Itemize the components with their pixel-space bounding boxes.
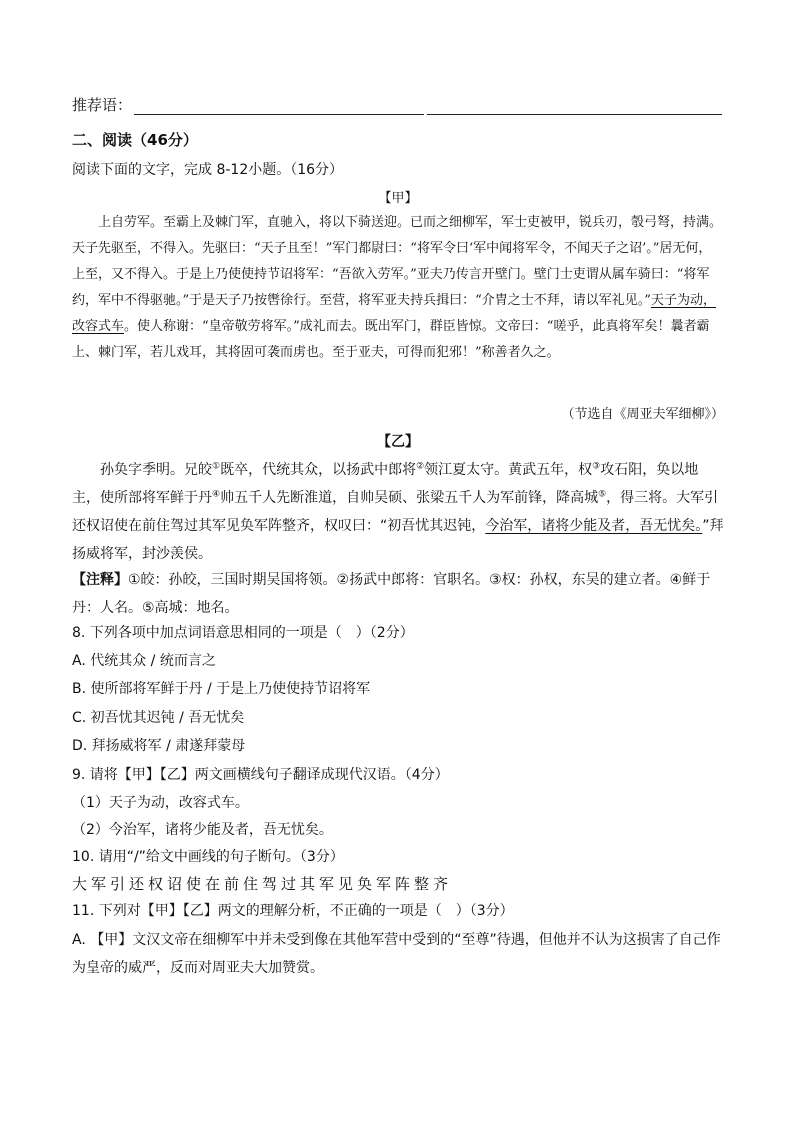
- q10-stem: 10. 请用“/”给文中画线的句子断句。（3分）: [72, 849, 344, 865]
- q8-stem: 8. 下列各项中加点词语意思相同的一项是（ ）（2分）: [72, 625, 414, 641]
- q11-stem: 11. 下列对【甲】【乙】两文的理解分析，不正确的一项是（ ）（3分）: [72, 903, 514, 919]
- q8-option-a: A. 代统其众 / 统而言之: [72, 653, 216, 669]
- passage-jia-heading: 【甲】: [378, 191, 418, 206]
- section-title: 二、阅读（46分）: [72, 131, 198, 149]
- answer-blank-line-1: [134, 114, 424, 115]
- note-marker-4: ④: [212, 489, 221, 500]
- note-marker-5: ⑤: [598, 489, 607, 500]
- passage-jia-source: （节选自《周亚夫军细柳》）: [561, 407, 724, 422]
- notes-label: 【注释】: [72, 572, 128, 588]
- passage-jia-underlined-sentence: 天子为动，改容式车: [72, 293, 716, 334]
- q9-stem: 9. 请将【甲】【乙】两文画横线句子翻译成现代汉语。（4分）: [72, 767, 449, 783]
- passage-yi-text: 孙奂字季明。兄皎①既卒，代统其众，以扬武中郎将②领江夏太守。黄武五年，权③攻石阳，奂以地主，使所部将军鲜于丹④帅五千人先断淮道，自帅吴硕、张梁五千人为军前锋，降高城⑤，得三将。大军引还权诏使在前住驾过其军见奂军阵整齐，权叹曰：“初吾忧其迟钝，今治军，诸将少能及者，吾无忧矣。”拜扬威将军，封沙羡侯。: [72, 461, 724, 562]
- instruction: 阅读下面的文字，完成 8-12小题。（16分）: [72, 162, 344, 178]
- note-marker-3: ③: [592, 461, 601, 472]
- q8-option-b: B. 使所部将军鲜于丹 / 于是上乃使使持节诏将军: [72, 681, 371, 697]
- note-marker-1: ①: [212, 461, 221, 472]
- passage-yi-heading: 【乙】: [377, 434, 419, 450]
- q10-sentence: 大军引还权诏使在前住驾过其军见奂军阵整齐: [72, 875, 453, 893]
- q8-option-c: C. 初吾忧其迟钝 / 吾无忧矣: [72, 710, 245, 726]
- q11-option-a: A. 【甲】文汉文帝在细柳军中并未受到像在其他军营中受到的“至尊”待遇，但他并不认为这损害了自己作为皇帝的威严，反而对周亚夫大加赞赏。: [72, 932, 721, 976]
- q9-sentence-1: （1）天子为动，改容式车。: [72, 795, 249, 811]
- passage-yi-underlined-sentence: 今治军，诸将少能及者，吾无忧矣。: [485, 518, 703, 534]
- passage-jia-text: 上自劳军。至霸上及棘门军，直驰入，将以下骑送迎。已而之细柳军，军士吏被甲，锐兵刃，彀弓弩，持满。天子先驱至，不得入。先驱曰：“天子且至！”军门都尉曰：“将军令曰‘军中闻将军令，不闻天子之诏’。”居无何，上至，又不得入。于是上乃使使持节诏将军：“吾欲入劳军。”亚夫乃传言开壁门。壁门士吏谓从属车骑曰：“将军约，军中不得驱驰。”于是天子乃按辔徐行。至营，将军亚夫持兵揖曰：“介胄之士不拜，请以军礼见。”天子为动，改容式车。使人称谢：“皇帝敬劳将军。”成礼而去。既出军门，群臣皆惊。文帝曰：“嗟乎，此真将军矣！曩者霸上、棘门军，若儿戏耳，其将固可袭而虏也。至于亚夫，可得而犯邪！”称善者久之。: [72, 215, 723, 360]
- q8-option-d: D. 拜扬威将军 / 肃遂拜蒙母: [72, 738, 246, 754]
- q9-sentence-2: （2）今治军，诸将少能及者，吾无忧矣。: [72, 822, 333, 838]
- recommend-label: 推荐语：: [72, 96, 133, 114]
- note-marker-2: ②: [416, 461, 425, 472]
- notes: 【注释】①皎：孙皎，三国时期吴国将领。②扬武中郎将：官职名。③权：孙权，东吴的建立者。④鲜于丹：人名。⑤高城：地名。: [72, 572, 711, 616]
- answer-blank-line-2: [427, 114, 722, 115]
